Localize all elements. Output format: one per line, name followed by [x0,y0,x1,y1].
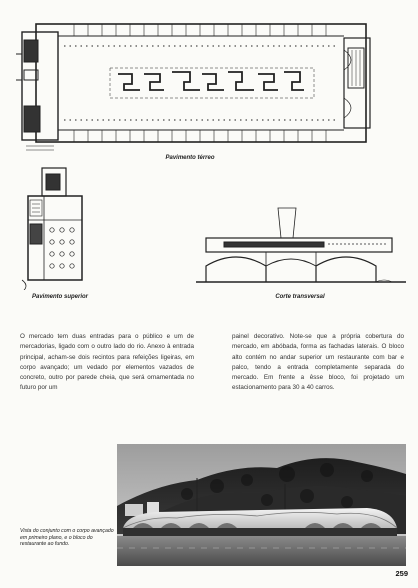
cross-section [196,204,406,294]
text-column-left: O mercado tem duas entradas para o público e um de mercadorias, ligado com o outro lado do rio. Anexo à entrada principal, acham-se dois recintos para refeições ligeiras, em corpo avançado; um vedado por elementos vazados de concreto, outro por parede cheia, que será ornamentada no futuro por um [20,333,194,392]
section-caption: Corte transversal [275,294,325,300]
photo-market-exterior [117,444,406,566]
upper-floor-plan [20,164,90,290]
page-number: 259 [395,569,408,578]
text-column-right: painel decorativo. Note-se que a própria cobertura do mercado, em abóbada, forma as fachadas laterais. O bloco alto contém no andar superior um restaurante com bar e palco, tendo a entrada completamente separada do mercado. Em frente a êsse bloco, foi projetado um estacionamento para 30 a 40 carros. [232,333,404,392]
ground-floor-caption: Pavimento térreo [165,155,215,161]
photo-caption: Vista do conjunto com o corpo avançado em primeiro plano, e o bloco do restaurante ao fundo. [20,528,114,548]
upper-floor-caption: Pavimento superior [31,294,88,300]
ground-floor-plan [14,10,406,160]
